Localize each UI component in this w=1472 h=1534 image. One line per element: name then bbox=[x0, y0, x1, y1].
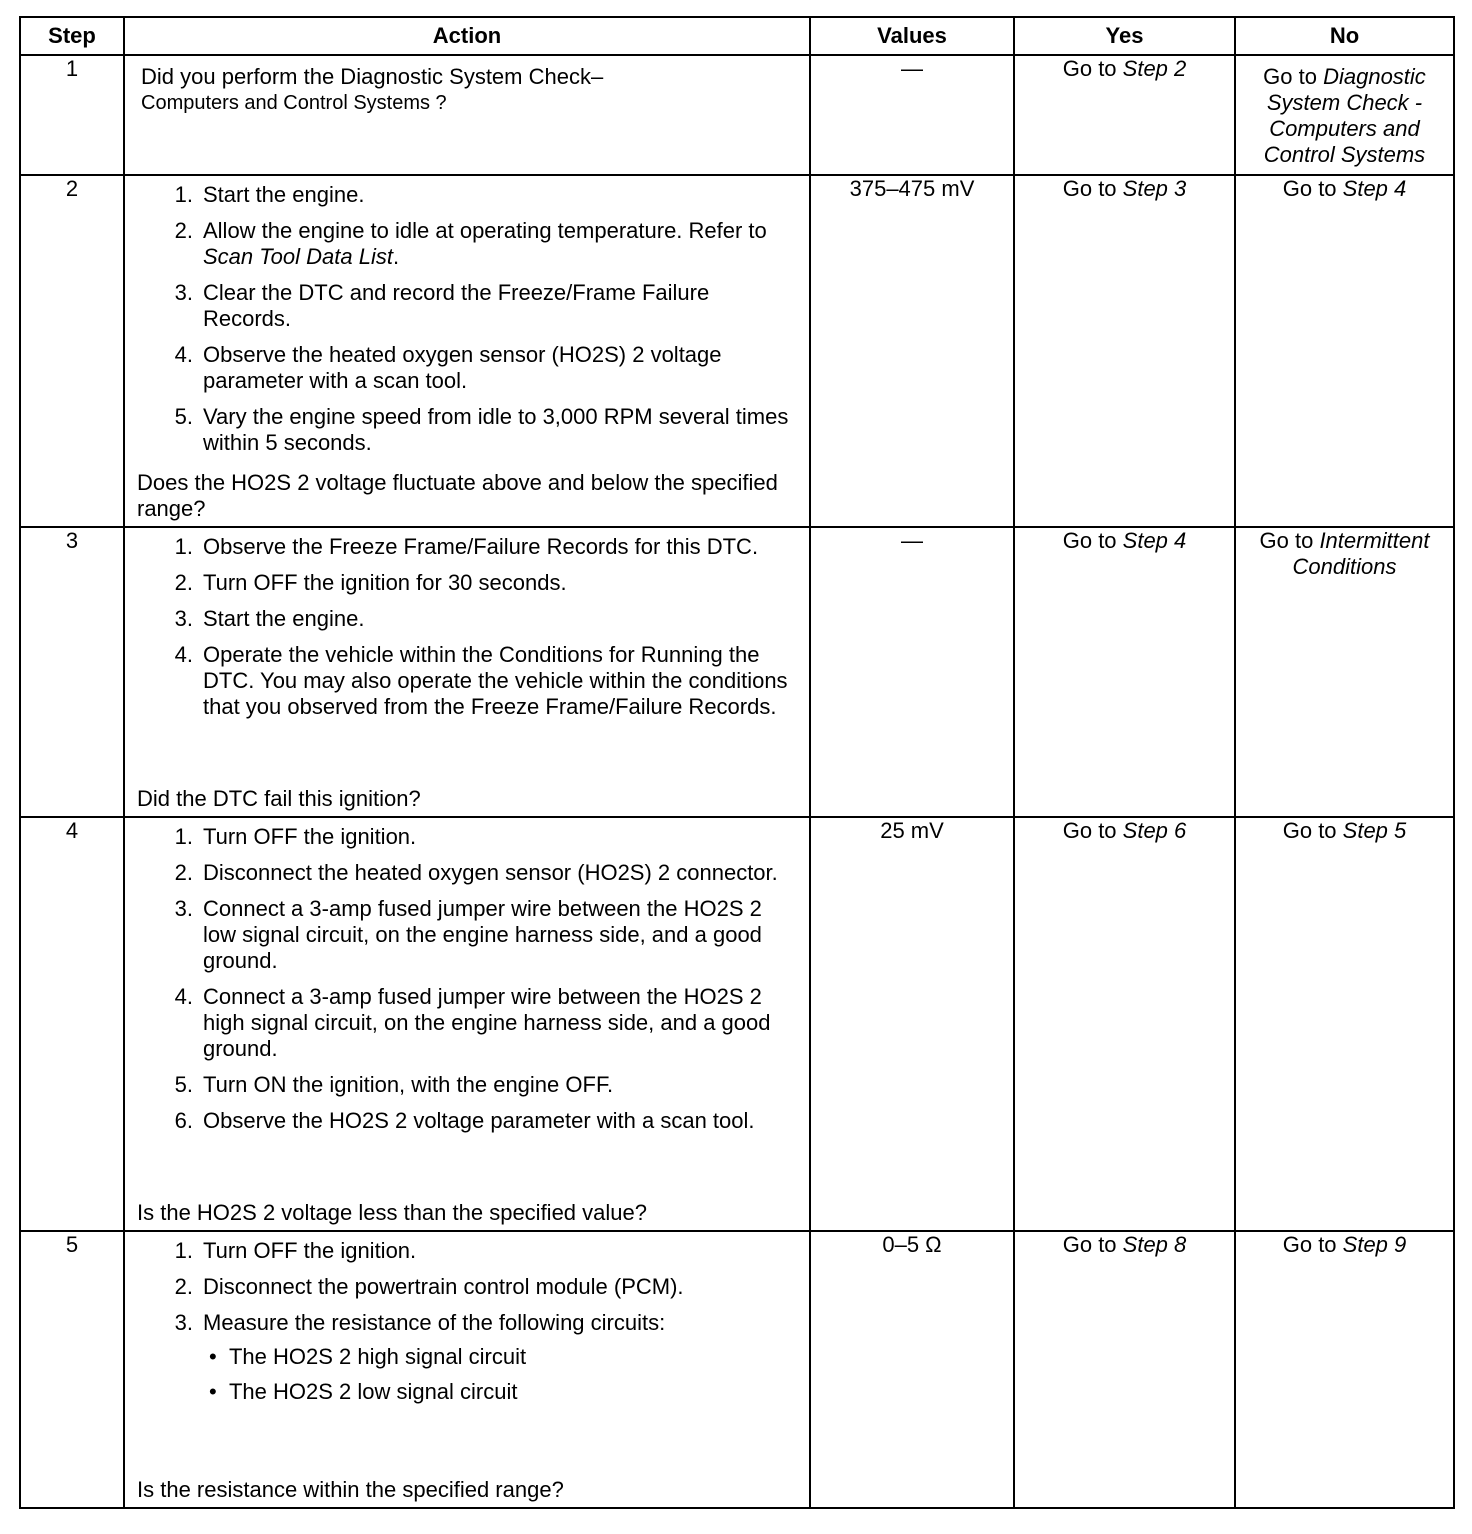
list-item: 1. Turn OFF the ignition. bbox=[174, 1238, 417, 1263]
no-link[interactable]: Step 9 bbox=[1342, 1232, 1407, 1257]
yes-cell bbox=[1014, 527, 1235, 817]
list-item: 2. Disconnect the heated oxygen sensor (HO2S) 2 connector. bbox=[174, 860, 778, 885]
header-step: Step bbox=[20, 17, 124, 55]
yes-cell bbox=[1014, 1231, 1235, 1508]
step-number: 1 bbox=[20, 55, 124, 175]
no-cell bbox=[1235, 527, 1454, 817]
list-item: 3. Start the engine. bbox=[174, 606, 365, 631]
step-number: 2 bbox=[20, 175, 124, 527]
yes-link[interactable]: Step 2 bbox=[1122, 56, 1187, 81]
action-cell bbox=[124, 55, 810, 175]
list-item: • The HO2S 2 low signal circuit bbox=[209, 1379, 518, 1404]
list-item: 5. Vary the engine speed from idle to 3,000 RPM several times within 5 seconds. bbox=[174, 404, 789, 455]
table-row bbox=[20, 55, 1454, 175]
values-cell: 0–5 Ω bbox=[810, 1231, 1014, 1508]
scan-tool-link[interactable]: Scan Tool Data List bbox=[203, 244, 393, 269]
no-link[interactable]: Step 4 bbox=[1342, 176, 1407, 201]
action-steps bbox=[137, 182, 799, 456]
list-item: • The HO2S 2 high signal circuit bbox=[209, 1344, 527, 1369]
action-steps bbox=[137, 534, 799, 720]
list-item: 2. Disconnect the powertrain control module (PCM). bbox=[174, 1274, 684, 1299]
list-item: 2. Turn OFF the ignition for 30 seconds. bbox=[174, 570, 567, 595]
action-cell bbox=[124, 817, 810, 1231]
step-number: 4 bbox=[20, 817, 124, 1231]
action-cell bbox=[124, 175, 810, 527]
no-cell bbox=[1235, 1231, 1454, 1508]
yes-prefix: Go to bbox=[1062, 176, 1123, 201]
action-question: Does the HO2S 2 voltage fluctuate above and below the specified range? bbox=[137, 470, 778, 521]
action-cell bbox=[124, 1231, 810, 1508]
list-item: 1. Start the engine. bbox=[174, 182, 365, 207]
action-steps bbox=[137, 1238, 799, 1414]
values-cell: 25 mV bbox=[810, 817, 1014, 1231]
list-item: 4. Operate the vehicle within the Conditions for Running the DTC. You may also operate the vehicle within the conditions that you observed from the Freeze Frame/Failure Records. bbox=[174, 642, 788, 719]
header-values: Values bbox=[810, 17, 1014, 55]
yes-cell bbox=[1014, 55, 1235, 175]
no-cell bbox=[1235, 817, 1454, 1231]
header-yes: Yes bbox=[1014, 17, 1235, 55]
yes-cell bbox=[1014, 817, 1235, 1231]
yes-prefix: Go to bbox=[1062, 56, 1123, 81]
yes-link[interactable]: Step 8 bbox=[1122, 1232, 1187, 1257]
list-item: 2. Allow the engine to idle at operating temperature. Refer to Scan Tool Data List. bbox=[174, 218, 767, 269]
no-prefix: Go to bbox=[1282, 176, 1343, 201]
step-number: 5 bbox=[20, 1231, 124, 1508]
action-question: Did the DTC fail this ignition? bbox=[137, 786, 421, 811]
yes-link[interactable]: Step 3 bbox=[1122, 176, 1187, 201]
action-intro-cont: Computers and Control Systems ? bbox=[141, 92, 447, 114]
header-no: No bbox=[1235, 17, 1454, 55]
yes-prefix: Go to bbox=[1062, 818, 1123, 843]
table-row bbox=[20, 817, 1454, 1231]
circuit-list bbox=[203, 1344, 799, 1405]
list-item: 4. Observe the heated oxygen sensor (HO2S) 2 voltage parameter with a scan tool. bbox=[174, 342, 722, 393]
yes-prefix: Go to bbox=[1062, 1232, 1123, 1257]
yes-cell bbox=[1014, 175, 1235, 527]
no-link[interactable]: Diagnostic System Check - Computers and Control Systems bbox=[1263, 64, 1426, 167]
diagnostic-table bbox=[19, 16, 1455, 1509]
list-item: 3. Measure the resistance of the following circuits: • The HO2S 2 high signal circuit • The HO2S 2 low signal circuit bbox=[137, 1310, 799, 1414]
no-prefix: Go to bbox=[1282, 1232, 1343, 1257]
table-row bbox=[20, 1231, 1454, 1508]
list-item: 6. Observe the HO2S 2 voltage parameter with a scan tool. bbox=[174, 1108, 755, 1133]
no-link[interactable]: Step 5 bbox=[1342, 818, 1407, 843]
no-link[interactable]: Intermittent Conditions bbox=[1292, 528, 1430, 579]
list-item: 1. Observe the Freeze Frame/Failure Records for this DTC. bbox=[174, 534, 759, 559]
action-question: Is the resistance within the specified range? bbox=[137, 1477, 564, 1502]
yes-link[interactable]: Step 4 bbox=[1122, 528, 1187, 553]
list-item: 4. Connect a 3-amp fused jumper wire between the HO2S 2 high signal circuit, on the engine harness side, and a good ground. bbox=[174, 984, 771, 1061]
action-intro: Did you perform the Diagnostic System Check– bbox=[141, 64, 604, 89]
yes-link[interactable]: Step 6 bbox=[1122, 818, 1187, 843]
action-steps bbox=[137, 824, 799, 1134]
yes-prefix: Go to bbox=[1062, 528, 1123, 553]
header-row bbox=[20, 17, 1454, 55]
values-cell: — bbox=[810, 527, 1014, 817]
action-cell bbox=[124, 527, 810, 817]
no-cell bbox=[1235, 55, 1454, 175]
list-item: 5. Turn ON the ignition, with the engine OFF. bbox=[174, 1072, 614, 1097]
list-item: 1. Turn OFF the ignition. bbox=[174, 824, 417, 849]
no-cell bbox=[1235, 175, 1454, 527]
table-row bbox=[20, 175, 1454, 527]
list-item: 3. Clear the DTC and record the Freeze/Frame Failure Records. bbox=[174, 280, 710, 331]
values-cell: — bbox=[810, 55, 1014, 175]
step-number: 3 bbox=[20, 527, 124, 817]
action-question: Is the HO2S 2 voltage less than the specified value? bbox=[137, 1200, 647, 1225]
no-prefix: Go to bbox=[1282, 818, 1343, 843]
table-row bbox=[20, 527, 1454, 817]
values-cell: 375–475 mV bbox=[810, 175, 1014, 527]
list-item: 3. Connect a 3-amp fused jumper wire between the HO2S 2 low signal circuit, on the engine harness side, and a good ground. bbox=[174, 896, 762, 973]
no-prefix: Go to bbox=[1263, 64, 1324, 89]
no-prefix: Go to bbox=[1259, 528, 1320, 553]
header-action: Action bbox=[124, 17, 810, 55]
